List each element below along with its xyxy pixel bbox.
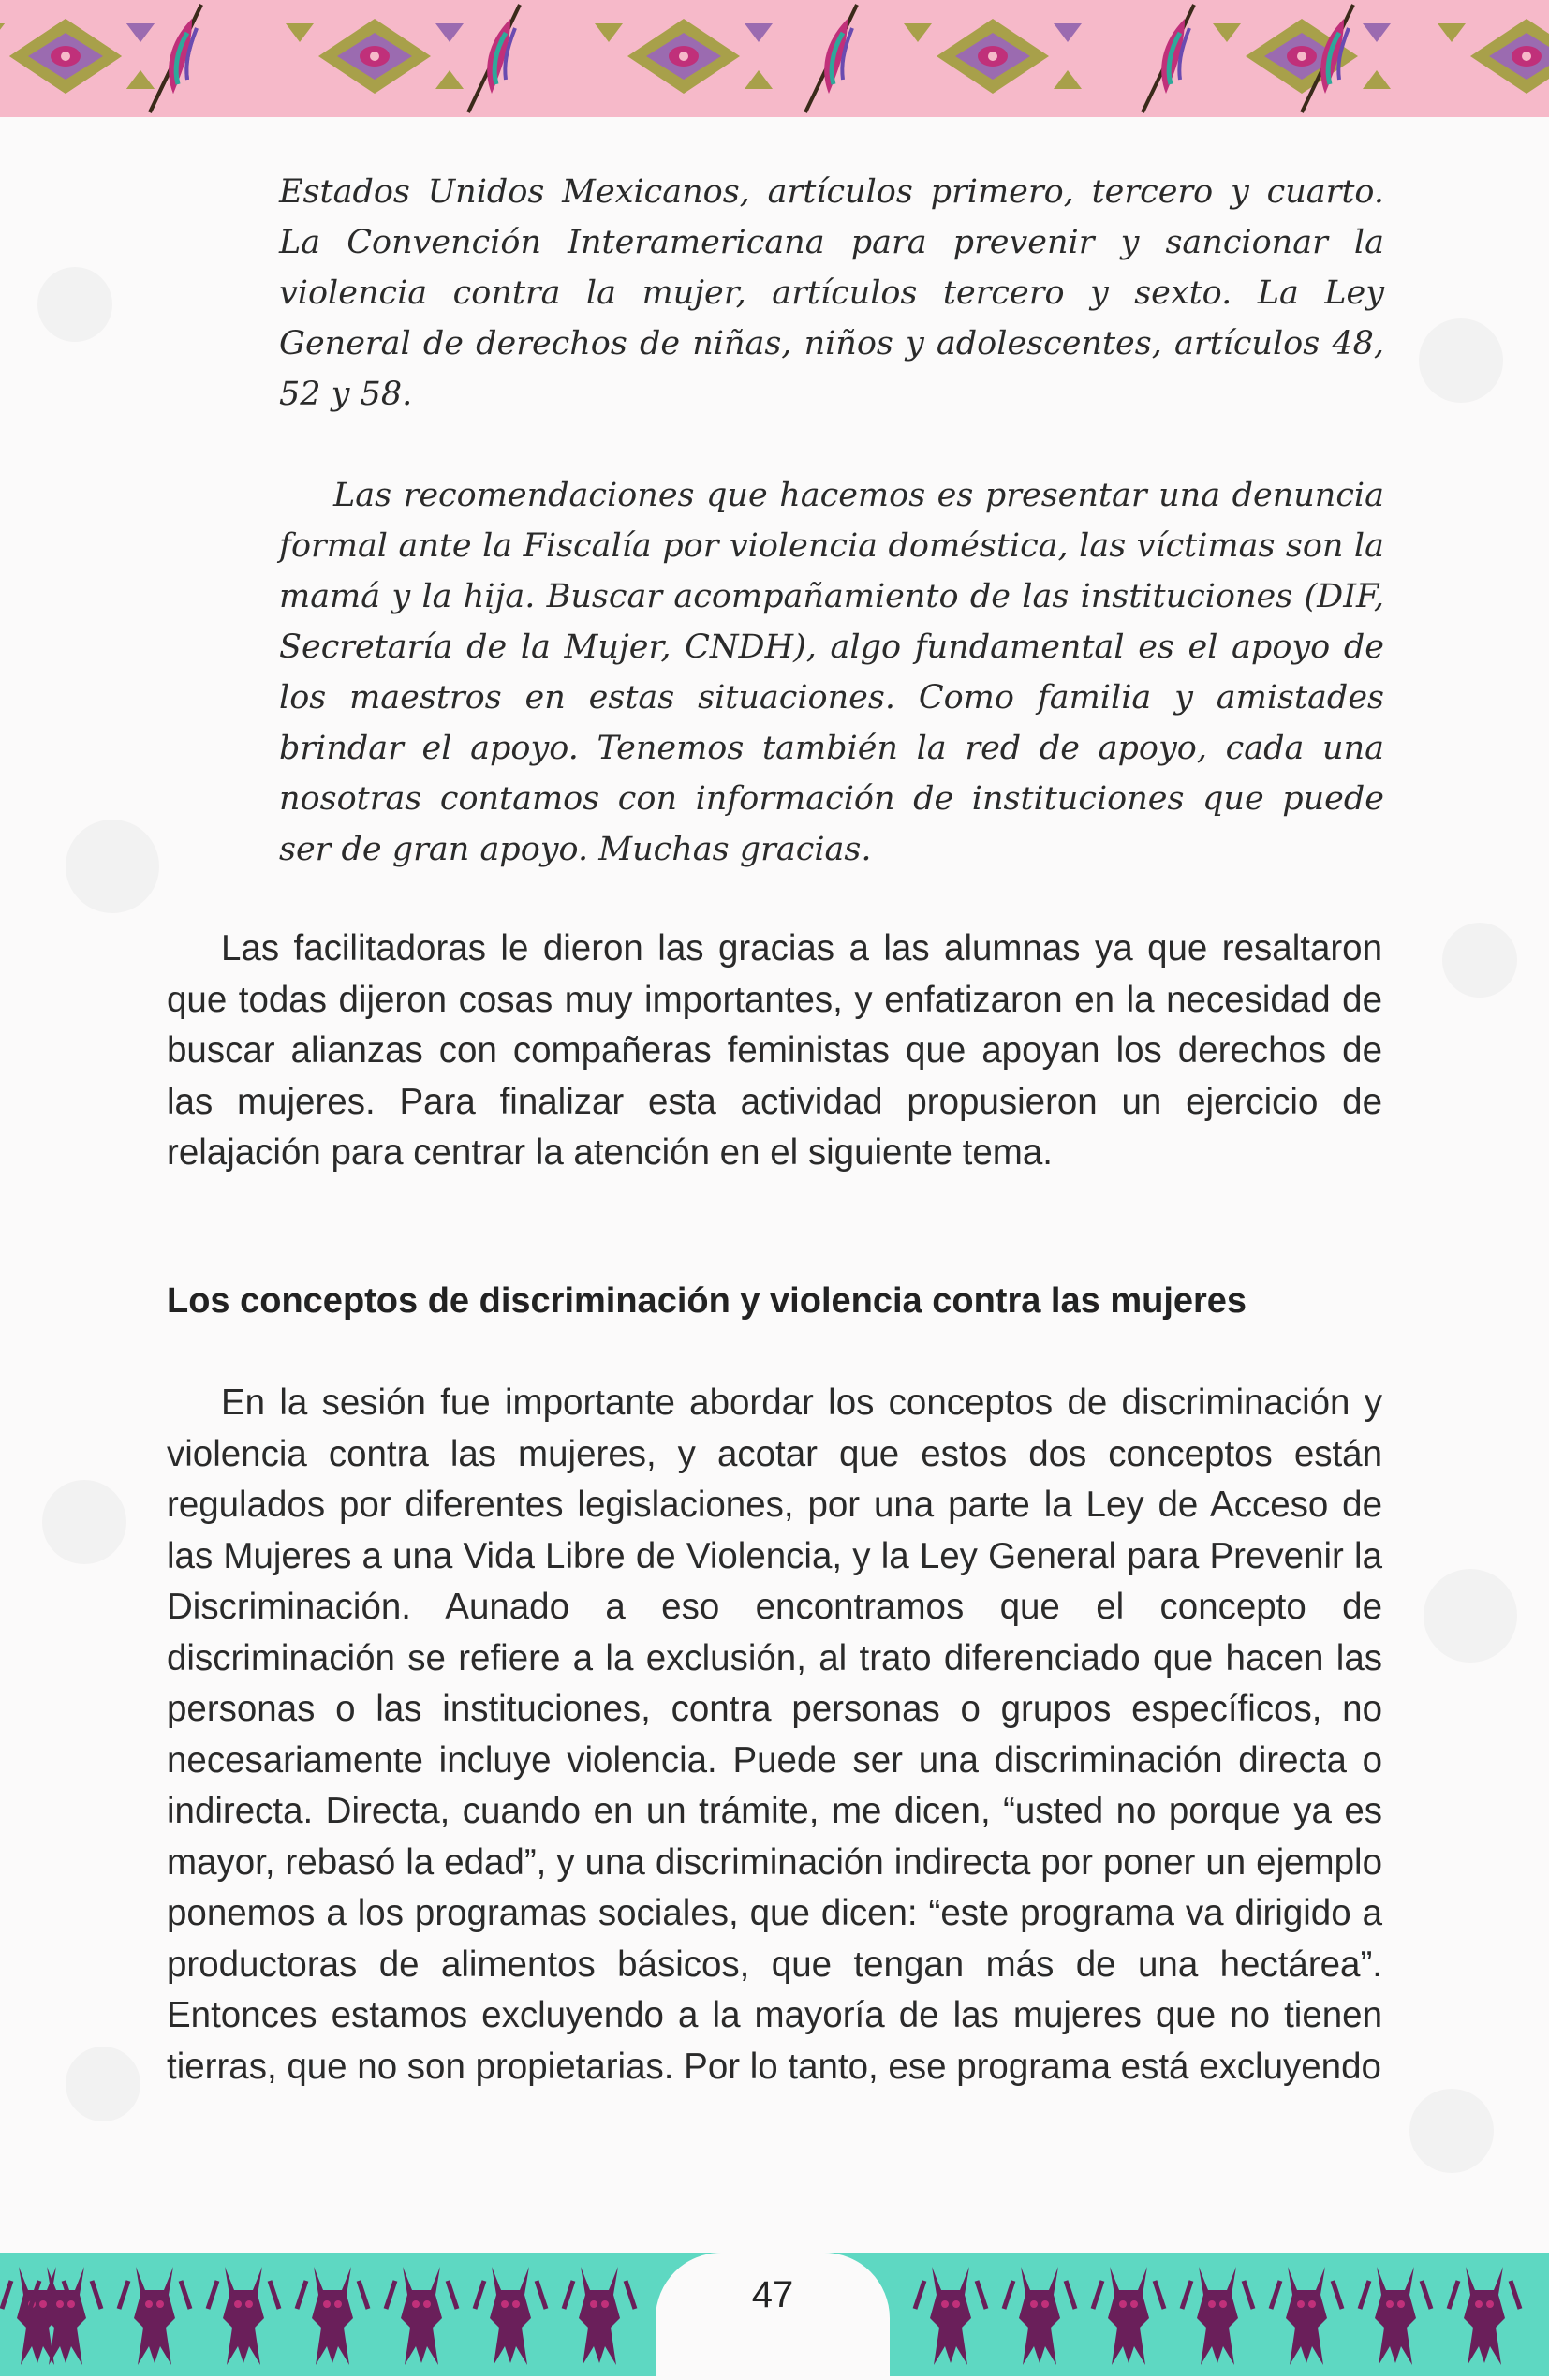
- section-heading: Los conceptos de discriminación y violencia contra las mujeres: [167, 1281, 1247, 1321]
- quote-paragraph: Las recomendaciones que hacemos es presentar una denuncia formal ante la Fiscalía por violencia doméstica, las víctimas son la mamá y la hija. Buscar acompañamiento de las instituciones (DIF, Secretaría de la Mujer, CNDH), algo fundamental es el apoyo de los maestros en estas situaciones. Como familia y amistades brindar el apoyo. Tenemos también la red de apoyo, cada una nosotras contamos con información de instituciones que puede ser de gran apoyo. Muchas gracias.: [279, 477, 1384, 868]
- quote-paragraph: Estados Unidos Mexicanos, artículos primero, tercero y cuarto. La Convención Interamericana para prevenir y sancionar la violencia contra la mujer, artículos tercero y sexto. La Ley General de derechos de niñas, niños y adolescentes, artículos 48, 52 y 58.: [279, 173, 1384, 413]
- body-paragraph: Las facilitadoras le dieron las gracias a las alumnas ya que resaltaron que todas dijeron cosas muy importantes, y enfatizaron en la necesidad de buscar alianzas con compañeras feministas que apoyan los derechos de las mujeres. Para finalizar esta actividad propusieron un ejercicio de relajación para centrar la atención en el siguiente tema.: [167, 928, 1382, 1173]
- body-paragraph: En la sesión fue importante abordar los conceptos de discriminación y violencia contra las mujeres, y acotar que estos dos conceptos están regulados por diferentes legislaciones, por una parte la Ley de Acceso de las Mujeres a una Vida Libre de Violencia, y la Ley General para Prevenir la Discriminación. Aunado a eso encontramos que el concepto de discriminación se refiere a la exclusión, al trato diferenciado que hacen las personas o las instituciones, contra personas o grupos específicos, no necesariamente incluye violencia. Puede ser una discriminación directa o indirecta. Directa, cuando en un trámite, me dicen, “usted no porque ya es mayor, rebasó la edad”, y una discriminación indirecta por poner un ejemplo ponemos a los programas sociales, que dicen: “este programa va dirigido a productoras de alimentos básicos, que tengan más de una hectárea”. Entonces estamos excluyendo a la mayoría de las mujeres que no tienen tierras, que no son propietarias. Por lo tanto, ese programa está excluyendo: [167, 1382, 1382, 2087]
- page-number: 47: [751, 2274, 794, 2315]
